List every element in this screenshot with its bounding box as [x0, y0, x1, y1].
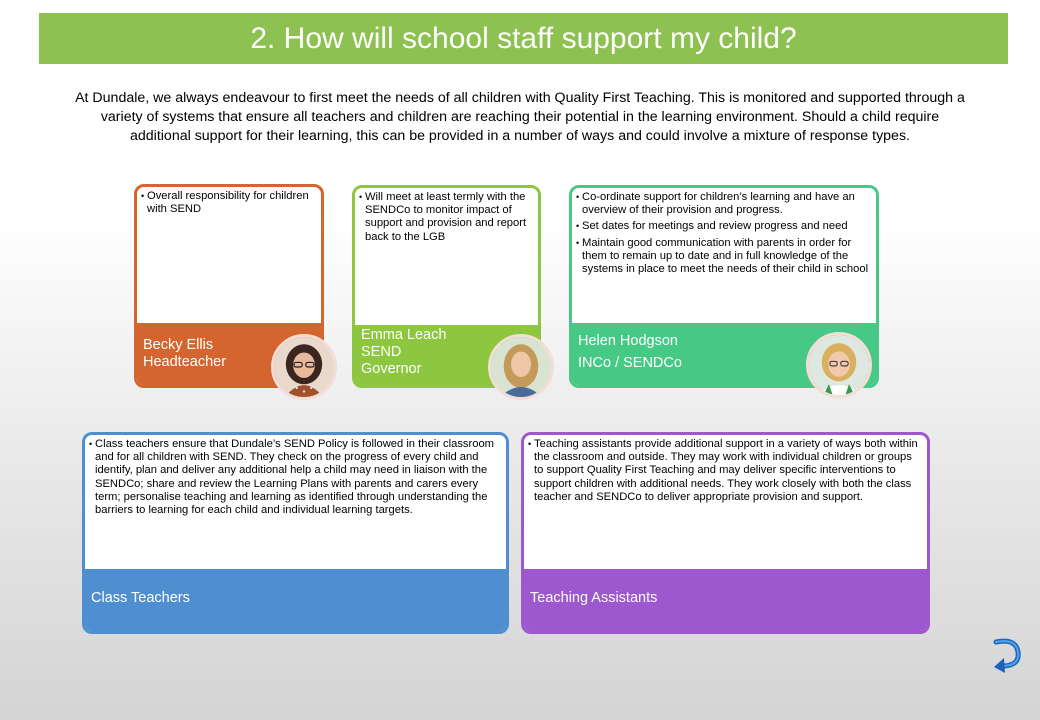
bullet-point: • Will meet at least termly with the SENDCo to monitor impact of support and provision and report back to the LGB	[359, 191, 534, 244]
group-label: Class Teachers	[91, 590, 190, 606]
page-title: 2. How will school staff support my child?	[250, 21, 797, 55]
card-footer	[524, 569, 927, 631]
bullet-point: • Maintain good communication with parents in order for them to remain up to date and in full knowledge of the systems in place to meet the needs of their child in school	[576, 237, 872, 277]
return-arrow-icon[interactable]	[990, 636, 1024, 674]
bullet-point: • Class teachers ensure that Dundale’s SEND Policy is followed in their classroom and for all children with SEND. They check on the progress of every child and identify, plan and deliver any additional help a child may need in liaison with the SENDCo; share and review the Learning Plans with parents and carers every term; personalise teaching and learning as identified through understanding the barriers to learning for each child and individual learning targets.	[89, 438, 502, 517]
staff-role: INCo / SENDCo	[578, 355, 682, 371]
headteacher-photo	[271, 334, 337, 400]
bullet-point: • Teaching assistants provide additional support in a variety of ways both within the classroom and outside. They may work with individual children or groups to support Quality First Teaching and may deliver specific interventions to support children with additional needs. They work closely with both the class teacher and SENDCo to deliver appropriate provision and support.	[528, 438, 923, 504]
class-teachers-card	[82, 432, 509, 634]
intro-paragraph: At Dundale, we always endeavour to first meet the needs of all children with Quality First Teaching. This is monitored and supported through a variety of systems that ensure all teachers and children are reaching their potential in the learning environment. Should a child require additional support for their learning, this can be provided in a number of ways and could involve a mixture of response types.	[75, 90, 965, 144]
card-footer	[85, 569, 506, 631]
sendco-photo	[806, 332, 872, 398]
staff-name: Helen Hodgson	[578, 333, 678, 349]
bullet-point: • Set dates for meetings and review progress and need	[576, 220, 872, 233]
card-body	[524, 435, 927, 507]
staff-name: Becky Ellis	[143, 337, 214, 353]
title-banner	[39, 13, 1008, 64]
bullet-point: • Co-ordinate support for children’s learning and have an overview of their provision and progress.	[576, 191, 872, 217]
card-body	[85, 435, 506, 520]
staff-name: Emma Leach	[361, 327, 447, 343]
staff-role: Headteacher	[143, 354, 227, 370]
staff-role: SEND	[361, 344, 402, 360]
bullet-point: • Overall responsibility for children with SEND	[141, 190, 317, 216]
card-body	[572, 188, 876, 279]
teaching-assistants-card	[521, 432, 930, 634]
card-body	[137, 187, 321, 323]
group-label: Teaching Assistants	[530, 590, 658, 606]
staff-role: Governor	[361, 361, 422, 377]
card-body	[355, 188, 538, 247]
governor-photo	[488, 334, 554, 400]
